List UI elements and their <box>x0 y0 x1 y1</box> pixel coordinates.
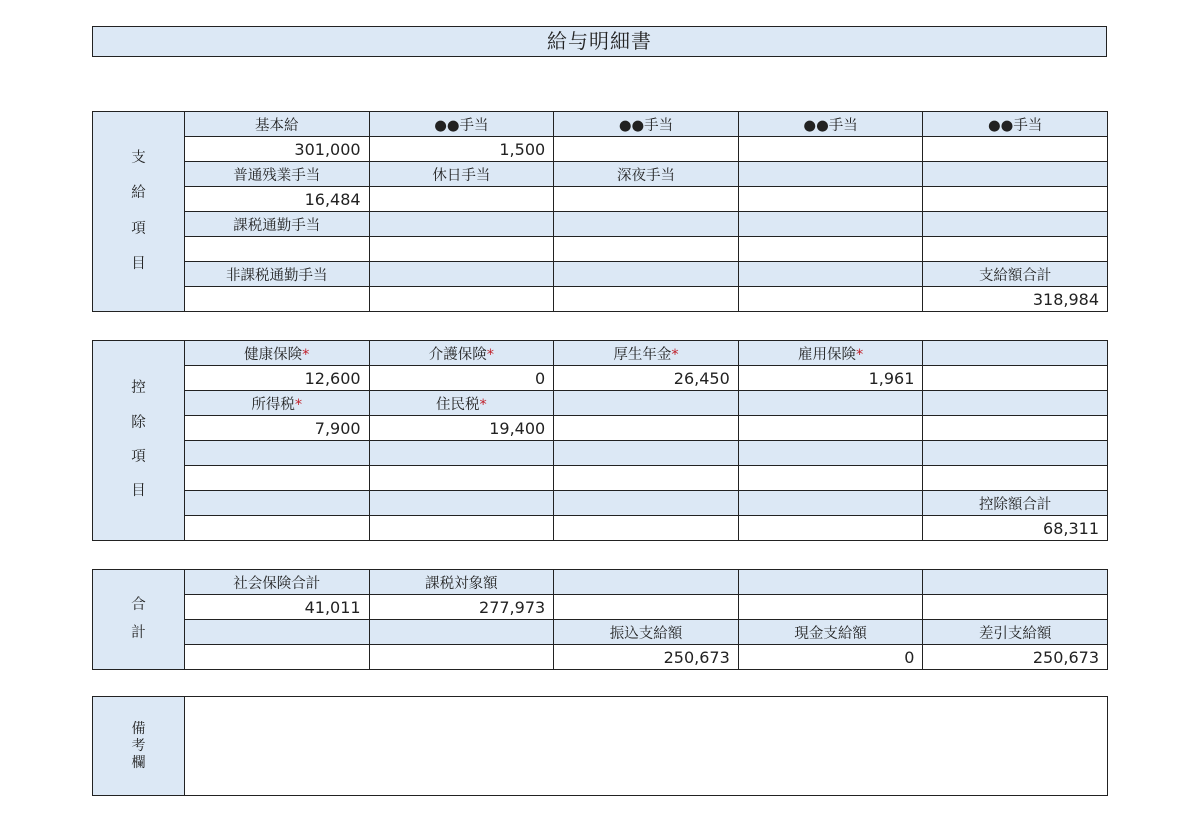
deduction-item-label <box>923 341 1108 366</box>
payment-amount-cell[interactable] <box>738 187 923 212</box>
notes-input-area[interactable] <box>185 697 1108 796</box>
deduction-item-label-text: 雇用保険 <box>797 346 856 363</box>
totals-item-label <box>369 570 554 595</box>
deduction-item-label <box>738 491 923 516</box>
deduction-label-row <box>93 341 1108 366</box>
deduction-amount-cell[interactable]: 19,400 <box>369 416 554 441</box>
payment-value-row <box>93 237 1108 262</box>
payment-amount-cell[interactable]: 318,984 <box>923 287 1108 312</box>
payment-amount-cell[interactable] <box>185 287 370 312</box>
totals-item-label-text: 差引支給額 <box>978 625 1052 642</box>
deduction-amount-cell[interactable] <box>738 466 923 491</box>
payment-item-label <box>738 162 923 187</box>
deduction-item-label <box>738 391 923 416</box>
deduction-amount-cell[interactable] <box>554 466 739 491</box>
deduction-item-label <box>923 441 1108 466</box>
deduction-side-label <box>93 341 185 541</box>
totals-amount-cell[interactable]: 250,673 <box>923 645 1108 670</box>
payment-item-label-text: 基本給 <box>255 117 299 134</box>
deduction-amount-cell[interactable]: 1,961 <box>738 366 923 391</box>
deduction-side-char: 控 <box>131 380 146 397</box>
payment-amount-cell[interactable] <box>369 237 554 262</box>
deduction-item-label <box>369 341 554 366</box>
deduction-label-row <box>93 491 1108 516</box>
payment-item-label <box>369 162 554 187</box>
payment-item-label-text: 休日手当 <box>432 167 491 184</box>
deduction-item-label <box>185 391 370 416</box>
deduction-item-label <box>923 491 1108 516</box>
deduction-amount-cell[interactable] <box>923 416 1108 441</box>
deduction-value-row <box>93 366 1108 391</box>
totals-item-label <box>923 570 1108 595</box>
totals-item-label <box>923 620 1108 645</box>
payment-item-label <box>185 212 370 237</box>
totals-side-char: 合 <box>131 596 146 613</box>
required-asterisk: * <box>302 346 310 363</box>
totals-item-label <box>185 620 370 645</box>
notes-section <box>92 696 1108 796</box>
payment-item-label-text: 課税通勤手当 <box>233 217 321 234</box>
deduction-amount-cell[interactable] <box>554 516 739 541</box>
deduction-side-char: 除 <box>131 414 146 431</box>
notes-side-char: 考 <box>131 737 146 754</box>
deduction-amount-cell[interactable] <box>923 466 1108 491</box>
required-asterisk: * <box>479 396 487 413</box>
totals-value-row <box>93 645 1108 670</box>
payment-amount-cell[interactable] <box>923 237 1108 262</box>
payment-item-label <box>923 262 1108 287</box>
deduction-amount-cell[interactable]: 12,600 <box>185 366 370 391</box>
totals-amount-cell[interactable]: 41,011 <box>185 595 370 620</box>
deduction-amount-cell[interactable] <box>554 416 739 441</box>
payment-item-label <box>554 212 739 237</box>
required-asterisk: * <box>671 346 679 363</box>
payment-item-label <box>738 112 923 137</box>
deduction-item-label-text: 控除額合計 <box>978 496 1052 513</box>
payment-amount-cell[interactable]: 16,484 <box>185 187 370 212</box>
required-asterisk: * <box>294 396 303 413</box>
payment-item-label-text: ●●手当 <box>803 117 858 134</box>
deduction-section <box>92 340 1108 541</box>
payment-item-label <box>738 262 923 287</box>
totals-label-row <box>93 620 1108 645</box>
totals-amount-cell[interactable] <box>923 595 1108 620</box>
payment-item-label <box>369 212 554 237</box>
payment-amount-cell[interactable] <box>554 287 739 312</box>
deduction-amount-cell[interactable]: 68,311 <box>923 516 1108 541</box>
payment-amount-cell[interactable]: 1,500 <box>369 137 554 162</box>
payment-amount-cell[interactable] <box>554 237 739 262</box>
payment-label-row <box>93 162 1108 187</box>
totals-amount-cell[interactable]: 0 <box>738 645 923 670</box>
deduction-item-label <box>554 491 739 516</box>
totals-item-label-text: 振込支給額 <box>609 625 683 642</box>
totals-item-label-text: 課税対象額 <box>425 575 498 592</box>
deduction-label-row <box>93 391 1108 416</box>
payment-label-row <box>93 212 1108 237</box>
deduction-amount-cell[interactable] <box>738 516 923 541</box>
deduction-item-label <box>554 341 739 366</box>
totals-amount-cell[interactable] <box>738 595 923 620</box>
payment-label-row <box>93 112 1108 137</box>
deduction-item-label <box>554 441 739 466</box>
payment-item-label <box>738 212 923 237</box>
payment-item-label-text: ●●手当 <box>988 117 1043 134</box>
payment-item-label-text: ●●手当 <box>434 117 489 134</box>
deduction-item-label-text: 住民税 <box>436 396 480 413</box>
totals-item-label <box>369 620 554 645</box>
deduction-item-label <box>923 391 1108 416</box>
payment-value-row <box>93 287 1108 312</box>
payment-label-row <box>93 262 1108 287</box>
totals-amount-cell[interactable] <box>554 595 739 620</box>
payment-item-label <box>554 262 739 287</box>
payment-amount-cell[interactable] <box>369 187 554 212</box>
deduction-item-label <box>369 391 554 416</box>
payment-item-label <box>923 162 1108 187</box>
deduction-value-row <box>93 466 1108 491</box>
payment-side-char: 項 <box>131 220 146 237</box>
payment-value-row <box>93 187 1108 212</box>
payment-amount-cell[interactable] <box>738 237 923 262</box>
required-asterisk: * <box>486 346 495 363</box>
deduction-amount-cell[interactable] <box>738 416 923 441</box>
deduction-item-label <box>369 491 554 516</box>
deduction-label-row <box>93 441 1108 466</box>
deduction-amount-cell[interactable]: 7,900 <box>185 416 370 441</box>
deduction-value-row <box>93 416 1108 441</box>
payment-amount-cell[interactable] <box>738 287 923 312</box>
page-title: 給与明細書 <box>92 26 1107 57</box>
deduction-amount-cell[interactable] <box>185 516 370 541</box>
payment-side-char: 目 <box>131 255 146 272</box>
deduction-amount-cell[interactable]: 0 <box>369 366 554 391</box>
deduction-amount-cell[interactable] <box>369 466 554 491</box>
deduction-item-label-text: 健康保険 <box>244 346 303 363</box>
payment-item-label <box>554 162 739 187</box>
totals-side-label <box>93 570 185 670</box>
payment-item-label <box>185 162 370 187</box>
payment-amount-cell[interactable] <box>185 237 370 262</box>
deduction-item-label <box>738 341 923 366</box>
required-asterisk: * <box>855 346 864 363</box>
payment-amount-cell[interactable] <box>554 187 739 212</box>
payment-item-label <box>554 112 739 137</box>
totals-amount-cell[interactable] <box>185 645 370 670</box>
totals-amount-cell[interactable] <box>369 645 554 670</box>
totals-item-label <box>185 570 370 595</box>
payment-item-label <box>185 262 370 287</box>
deduction-item-label <box>554 391 739 416</box>
payment-item-label <box>185 112 370 137</box>
payment-item-label-text: 普通残業手当 <box>233 167 321 184</box>
totals-item-label <box>738 570 923 595</box>
deduction-amount-cell[interactable] <box>369 516 554 541</box>
deduction-amount-cell[interactable]: 26,450 <box>554 366 739 391</box>
notes-side-char: 欄 <box>131 754 146 771</box>
totals-section <box>92 569 1108 670</box>
totals-item-label-text: 現金支給額 <box>794 625 867 642</box>
payment-item-label-text: ●●手当 <box>618 117 674 134</box>
payment-item-label-text: 支給額合計 <box>978 267 1052 284</box>
deduction-item-label-text: 介護保険 <box>428 346 487 363</box>
payment-item-label-text: 深夜手当 <box>616 167 675 184</box>
totals-label-row <box>93 570 1108 595</box>
notes-side-label <box>93 697 185 796</box>
deduction-amount-cell[interactable] <box>185 466 370 491</box>
deduction-amount-cell[interactable] <box>923 366 1108 391</box>
deduction-item-label-text: 厚生年金 <box>613 346 672 363</box>
deduction-item-label <box>738 441 923 466</box>
deduction-item-label <box>185 441 370 466</box>
payment-amount-cell[interactable] <box>738 137 923 162</box>
payment-amount-cell[interactable] <box>554 137 739 162</box>
deduction-item-label <box>369 441 554 466</box>
totals-item-label <box>554 620 739 645</box>
totals-item-label <box>554 570 739 595</box>
payment-item-label <box>923 212 1108 237</box>
payment-item-label <box>369 262 554 287</box>
totals-item-label-text: 社会保険合計 <box>233 575 321 592</box>
deduction-side-char: 目 <box>131 483 146 500</box>
totals-value-row <box>93 595 1108 620</box>
payment-item-label <box>369 112 554 137</box>
payment-side-char: 支 <box>131 149 146 166</box>
totals-item-label <box>738 620 923 645</box>
totals-amount-cell[interactable]: 277,973 <box>369 595 554 620</box>
payment-side-label <box>93 112 185 312</box>
deduction-value-row <box>93 516 1108 541</box>
payment-side-char: 給 <box>131 185 146 202</box>
deduction-item-label-text: 所得税 <box>251 396 295 413</box>
payment-amount-cell[interactable] <box>369 287 554 312</box>
deduction-side-char: 項 <box>131 449 146 465</box>
payment-value-row <box>93 137 1108 162</box>
payment-item-label <box>923 112 1108 137</box>
payment-item-label-text: 非課税通勤手当 <box>226 267 328 284</box>
totals-side-char: 計 <box>131 625 146 641</box>
deduction-item-label <box>185 491 370 516</box>
notes-side-char: 備 <box>131 720 146 737</box>
payment-amount-cell[interactable]: 301,000 <box>185 137 370 162</box>
payment-amount-cell[interactable] <box>923 137 1108 162</box>
payment-section <box>92 111 1108 312</box>
payment-amount-cell[interactable] <box>923 187 1108 212</box>
totals-amount-cell[interactable]: 250,673 <box>554 645 739 670</box>
deduction-item-label <box>185 341 370 366</box>
